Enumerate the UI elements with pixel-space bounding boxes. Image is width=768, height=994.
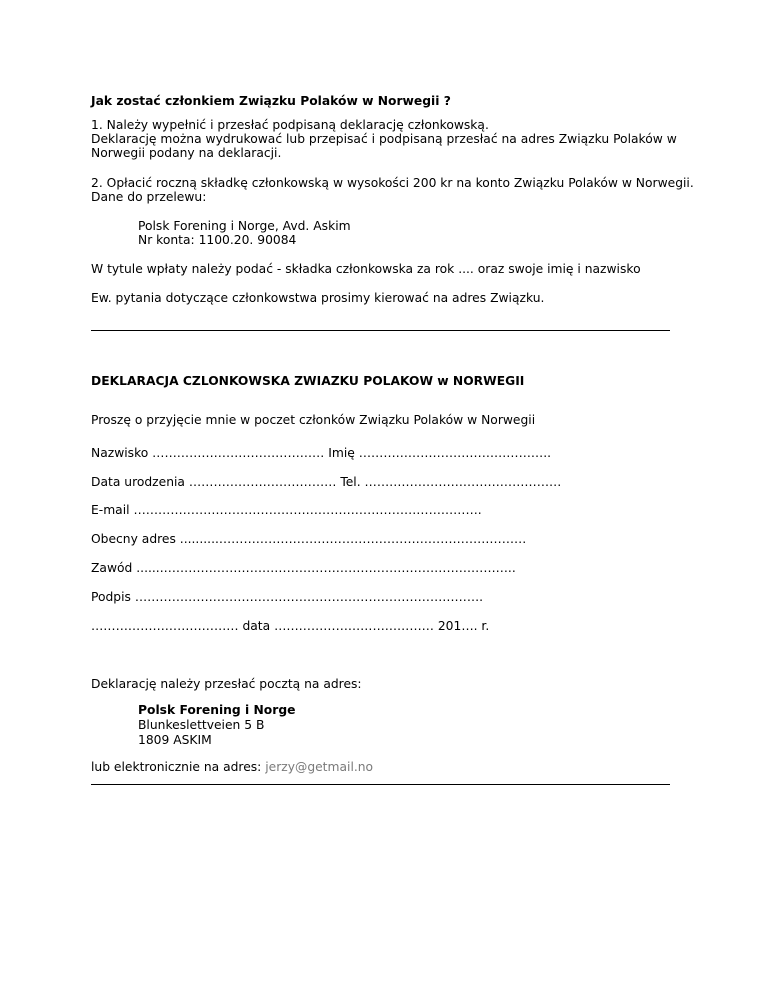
transfer-name: Polsk Forening i Norge, Avd. Askim: [138, 219, 351, 233]
electronic-label: lub elektronicznie na adres:: [91, 760, 262, 774]
address-field-line: Obecny adres ..........…………………………………………………………………: [91, 532, 527, 546]
questions-note: Ew. pytania dotyczące członkowstwa prosimy kierować na adres Związku.: [91, 291, 545, 305]
address-street: Blunkeslettveien 5 B: [138, 718, 265, 732]
payment-title-note: W tytule wpłaty należy podać - składka członkowska za rok .... oraz swoje imię i nazwisko: [91, 262, 641, 276]
date-field-line: ……………………………… data ………………………………… 201…. r.: [91, 619, 490, 633]
divider-bottom: [91, 784, 670, 785]
step1-line3: Norwegii podany na deklaracji.: [91, 146, 282, 160]
mailing-instruction: Deklarację należy przesłać pocztą na adres:: [91, 677, 362, 691]
signature-field-line: Podpis ………………………………………………………………………….: [91, 590, 484, 604]
email-field-line: E-mail ………………………………………………………………………….: [91, 503, 482, 517]
step2-line1: 2. Opłacić roczną składkę członkowską w wysokości 200 kr na konto Związku Polaków w Norwegii.: [91, 176, 694, 190]
profession-field-line: Zawód .......…………………………………………………………………………..: [91, 561, 516, 575]
step1-line1: 1. Należy wypełnić i przesłać podpisaną deklarację członkowską.: [91, 118, 489, 132]
address-city: 1809 ASKIM: [138, 733, 212, 747]
step1-line2: Deklarację można wydrukować lub przepisać i podpisaną przesłać na adres Związku Polaków w: [91, 132, 677, 146]
divider-top: [91, 330, 670, 331]
name-field-line: Nazwisko …………………………………… Imię ………………………………………..: [91, 446, 552, 460]
declaration-request: Proszę o przyjęcie mnie w poczet członków Związku Polaków w Norwegii: [91, 413, 536, 427]
step2-line2: Dane do przelewu:: [91, 190, 207, 204]
intro-heading: Jak zostać członkiem Związku Polaków w Norwegii ?: [91, 94, 451, 108]
declaration-title: DEKLARACJA CZLONKOWSKA ZWIAZKU POLAKOW w NORWEGII: [91, 374, 525, 388]
electronic-submission: [91, 760, 373, 775]
transfer-account: Nr konta: 1100.20. 90084: [138, 233, 297, 247]
contact-email-link[interactable]: jerzy@getmail.no: [265, 760, 374, 774]
birth-phone-field-line: Data urodzenia ……………………………… Tel. …………………………………………: [91, 475, 562, 489]
address-org-name: Polsk Forening i Norge: [138, 703, 296, 717]
